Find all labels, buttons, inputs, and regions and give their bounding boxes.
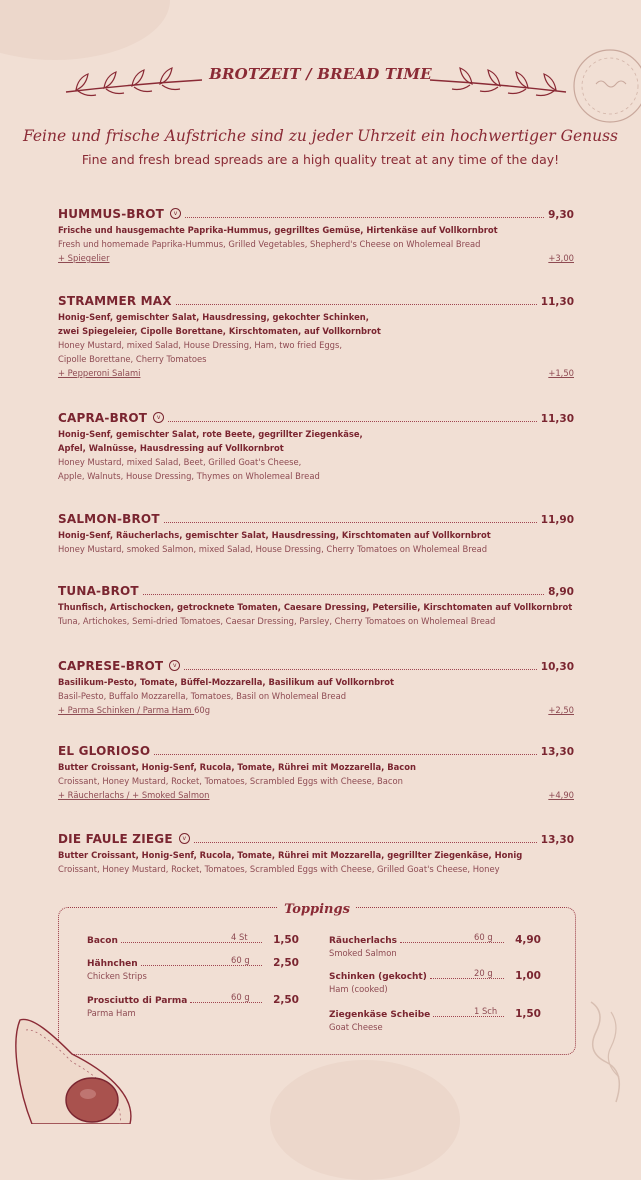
item-description-english: Croissant, Honey Mustard, Rocket, Tomatoes, Scrambled Eggs with Cheese, Grilled Goat's Cheese, Honey [58, 864, 500, 874]
item-price: 9,30 [548, 209, 574, 221]
item-description-german: Basilikum-Pesto, Tomate, Büffel-Mozzarella, Basilikum auf Vollkornbrot [58, 677, 395, 687]
extra-label: + Pepperoni Salami [58, 368, 141, 378]
leader-dots [194, 842, 537, 843]
item-extra [58, 788, 574, 802]
topping-quantity: 4 St [231, 932, 248, 942]
item-description-german: Thunfisch, Artischocken, getrocknete Tomaten, Caesare Dressing, Petersilie, Kirschtomaten auf Vollkornbrot [58, 602, 573, 612]
item-name: TUNA-BROT [58, 584, 139, 598]
handwriting-decoration [571, 992, 641, 1122]
item-description-german: Honig-Senf, gemischter Salat, rote Beete, gegrillter Ziegenkäse, Apfel, Walnüsse, Hausdressing auf Vollkornbrot [58, 429, 363, 453]
leader-dots [168, 421, 537, 422]
topping-subtitle: Ham (cooked) [329, 984, 388, 994]
topping-quantity: 60 g [231, 992, 250, 1002]
topping-name: Räucherlachs [329, 936, 397, 946]
avocado-icon [12, 1014, 142, 1124]
toppings-title-text: Toppings [278, 902, 356, 917]
item-description-german: Honig-Senf, Räucherlachs, gemischter Salat, Hausdressing, Kirschtomaten auf Vollkornbrot [58, 530, 491, 540]
vegetarian-icon: v [179, 833, 190, 844]
vegetarian-icon: v [153, 412, 164, 423]
topping-price: 1,50 [515, 1008, 541, 1020]
extra-label: + Parma Schinken / Parma Ham [58, 705, 195, 715]
menu-item [58, 657, 574, 717]
extra-label: + Spiegelier [58, 253, 110, 263]
menu-item [58, 510, 574, 556]
tagline-english: Fine and fresh bread spreads are a high quality treat at any time of the day! [81, 152, 560, 167]
topping-subtitle: Parma Ham [87, 1008, 136, 1018]
topping-name: Schinken (gekocht) [329, 972, 427, 982]
item-name: CAPRA-BROT [58, 411, 148, 425]
leader-dots [400, 942, 504, 943]
topping-name: Bacon [87, 936, 118, 946]
topping-item [87, 955, 299, 981]
toppings-title [59, 898, 575, 917]
item-name: DIE FAULE ZIEGE [58, 832, 173, 846]
item-description-english: Honey Mustard, smoked Salmon, mixed Salad, House Dressing, Cherry Tomatoes on Wholemeal Bread [58, 544, 488, 554]
topping-name: Ziegenkäse Scheibe [329, 1010, 431, 1020]
cucumber-slice-icon [568, 44, 641, 134]
leader-dots [121, 942, 262, 943]
vegetarian-icon: v [169, 660, 180, 671]
topping-subtitle: Smoked Salmon [329, 948, 397, 958]
item-name: STRAMMER MAX [58, 294, 172, 308]
item-description-english: Honey Mustard, mixed Salad, House Dressing, Ham, two fried Eggs, Cipolle Borettane, Cherry Tomatoes [58, 340, 343, 364]
topping-item [329, 968, 541, 994]
item-price: 11,30 [540, 413, 574, 425]
item-description-german: Butter Croissant, Honig-Senf, Rucola, Tomate, Rührei mit Mozzarella, gegrillter Ziegenkäse, Honig [58, 850, 523, 860]
topping-price: 1,50 [273, 934, 299, 946]
extra-note: 60g [194, 705, 211, 715]
item-price: 13,30 [540, 746, 574, 758]
extra-price: +2,50 [548, 705, 574, 715]
leader-dots [190, 1002, 262, 1003]
item-description-german: Honig-Senf, gemischter Salat, Hausdressing, gekochter Schinken, zwei Spiegeleier, Cipolle Borettane, Kirschtomaten, auf Vollkornbrot [58, 312, 381, 336]
extra-price: +4,90 [548, 790, 574, 800]
item-price: 11,30 [540, 296, 574, 308]
leader-dots [141, 965, 262, 966]
leader-dots [164, 522, 537, 523]
topping-quantity: 60 g [474, 932, 493, 942]
header [0, 64, 641, 83]
topping-item [329, 932, 541, 958]
item-description-english: Croissant, Honey Mustard, Rocket, Tomatoes, Scrambled Eggs with Cheese, Bacon [58, 776, 403, 786]
background-stain [0, 0, 170, 60]
item-description-english: Basil-Pesto, Buffalo Mozzarella, Tomatoes, Basil on Wholemeal Bread [58, 691, 347, 701]
leader-dots [184, 669, 536, 670]
topping-quantity: 20 g [474, 968, 493, 978]
menu-item [58, 205, 574, 265]
menu-item [58, 582, 574, 628]
leader-dots [154, 754, 537, 755]
item-name: HUMMUS-BROT [58, 207, 165, 221]
extra-price: +1,50 [548, 368, 574, 378]
item-price: 8,90 [548, 586, 574, 598]
topping-price: 1,00 [515, 970, 541, 982]
item-description-german: Butter Croissant, Honig-Senf, Rucola, Tomate, Rührei mit Mozzarella, Bacon [58, 762, 416, 772]
vegetarian-icon: v [170, 208, 181, 219]
menu-item [58, 292, 574, 380]
topping-price: 2,50 [273, 957, 299, 969]
item-description-english: Tuna, Artichokes, Semi-dried Tomatoes, Caesar Dressing, Parsley, Cherry Tomatoes on Wholemeal Bread [58, 616, 496, 626]
item-extra [58, 703, 574, 717]
topping-price: 4,90 [515, 934, 541, 946]
item-description-english: Honey Mustard, mixed Salad, Beet, Grilled Goat's Cheese, Apple, Walnuts, House Dressing, Thymes on Wholemeal Bread [58, 457, 320, 481]
extra-label: + Räucherlachs / + Smoked Salmon [58, 790, 210, 800]
leader-dots [430, 978, 504, 979]
leader-dots [185, 217, 544, 218]
tagline-german: Feine und frische Aufstriche sind zu jeder Uhrzeit ein hochwertiger Genuss [22, 127, 619, 145]
item-name: EL GLORIOSO [58, 744, 151, 758]
menu-item [58, 409, 574, 483]
topping-item [329, 1006, 541, 1032]
topping-subtitle: Chicken Strips [87, 971, 147, 981]
item-extra [58, 366, 574, 380]
background-stain [270, 1060, 460, 1180]
item-description-german: Frische und hausgemachte Paprika-Hummus, gegrilltes Gemüse, Hirtenkäse auf Vollkornbrot [58, 225, 498, 235]
leader-dots [143, 594, 544, 595]
item-price: 11,90 [540, 514, 574, 526]
topping-quantity: 60 g [231, 955, 250, 965]
extra-price: +3,00 [548, 253, 574, 263]
item-price: 10,30 [540, 661, 574, 673]
item-description-english: Fresh und homemade Paprika-Hummus, Grilled Vegetables, Shepherd's Cheese on Wholemeal Bread [58, 239, 481, 249]
menu-item [58, 830, 574, 876]
page-title: BROTZEIT / BREAD TIME [209, 65, 432, 83]
item-extra [58, 251, 574, 265]
topping-quantity: 1 Sch [474, 1006, 498, 1016]
topping-name: Hähnchen [87, 959, 138, 969]
topping-name: Prosciutto di Parma [87, 996, 188, 1006]
topping-price: 2,50 [273, 994, 299, 1006]
item-name: SALMON-BROT [58, 512, 160, 526]
topping-subtitle: Goat Cheese [329, 1022, 383, 1032]
item-price: 13,30 [540, 834, 574, 846]
leader-dots [176, 304, 537, 305]
item-name: CAPRESE-BROT [58, 659, 164, 673]
leader-dots [433, 1016, 504, 1017]
topping-item [87, 932, 299, 946]
menu-item [58, 742, 574, 802]
